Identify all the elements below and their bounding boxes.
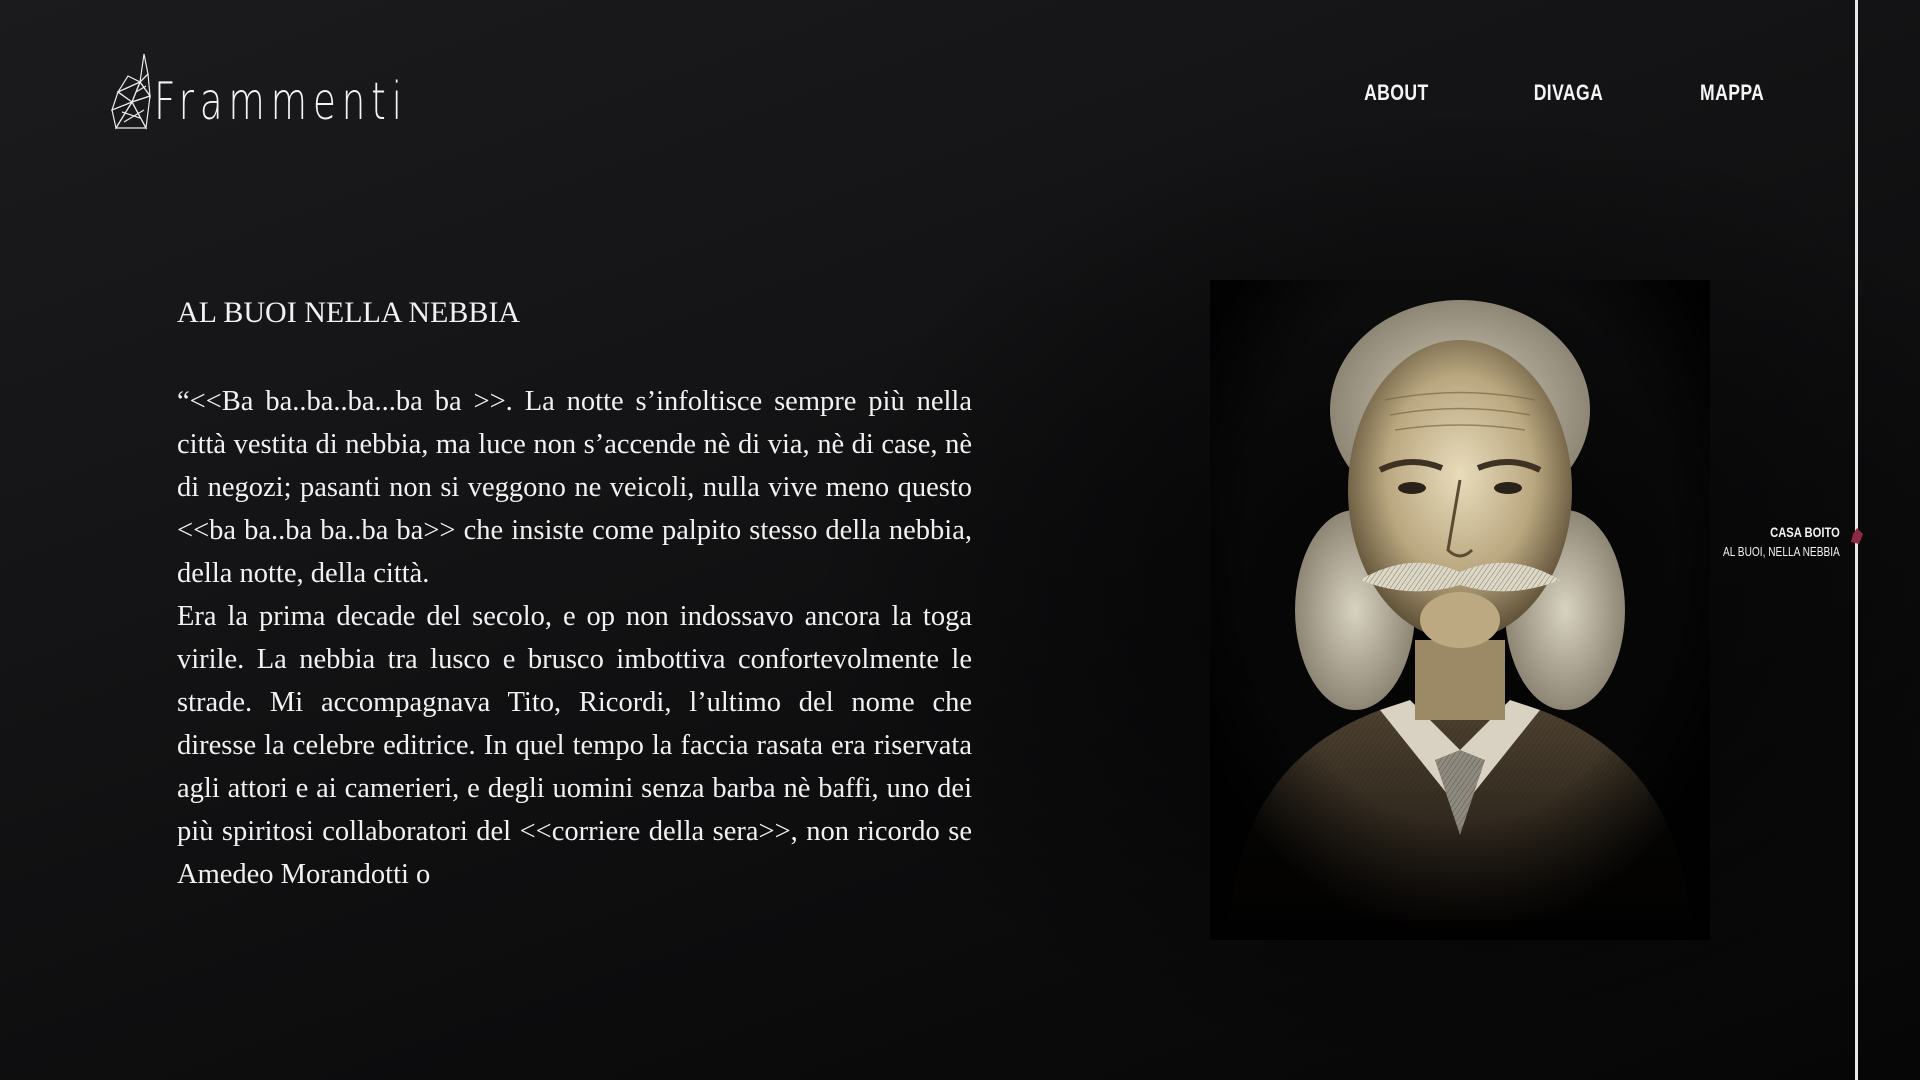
nav-divaga-link[interactable]: DIVAGA — [1533, 80, 1604, 105]
article-title: AL BUOI NELLA NEBBIA — [177, 296, 521, 329]
site-logo[interactable] — [110, 50, 506, 130]
timeline-current-location[interactable] — [1690, 524, 1840, 559]
article-paragraph: Era la prima decade del secolo, e op non indossavo ancora la toga virile. La nebbia tra lusco e brusco imbottiva confortevolmente le strade. Mi accompagnava Tito, Ricordi, l’ultimo del nome che diresse la celebre editrice. In quel tempo la faccia rasata era riservata agli attori e ai camerieri, e degli uomini senza barba nè baffi, uno dei più spiritosi collaboratori del <<corriere della sera>>, non ricordo se Amedeo Morandotti o — [177, 601, 972, 890]
nav-about-link[interactable]: ABOUT — [1364, 80, 1429, 105]
nav-mappa-link[interactable]: MAPPA — [1700, 80, 1765, 105]
origami-rabbit-logo-icon — [110, 52, 152, 130]
logo-text: Frammenti — [154, 72, 408, 132]
timeline-place: CASA BOITO — [1770, 524, 1840, 540]
timeline-marker-icon[interactable] — [1851, 528, 1863, 544]
engraved-portrait-image — [1210, 280, 1710, 940]
article-paragraph: “<<Ba ba..ba..ba...ba ba >>. La notte s’infoltisce sempre più nella città vestita di nebbia, ma luce non s’accende nè di via, nè di case, nè di negozi; pasanti non si veggono ne veicoli, nulla vive meno questo <<ba ba..ba ba..ba ba>> che insiste come palpito stesso della nebbia, della notte, della città. — [177, 386, 972, 589]
article — [177, 296, 972, 896]
timeline-chapter: AL BUOI, NELLA NEBBIA — [1723, 544, 1840, 559]
